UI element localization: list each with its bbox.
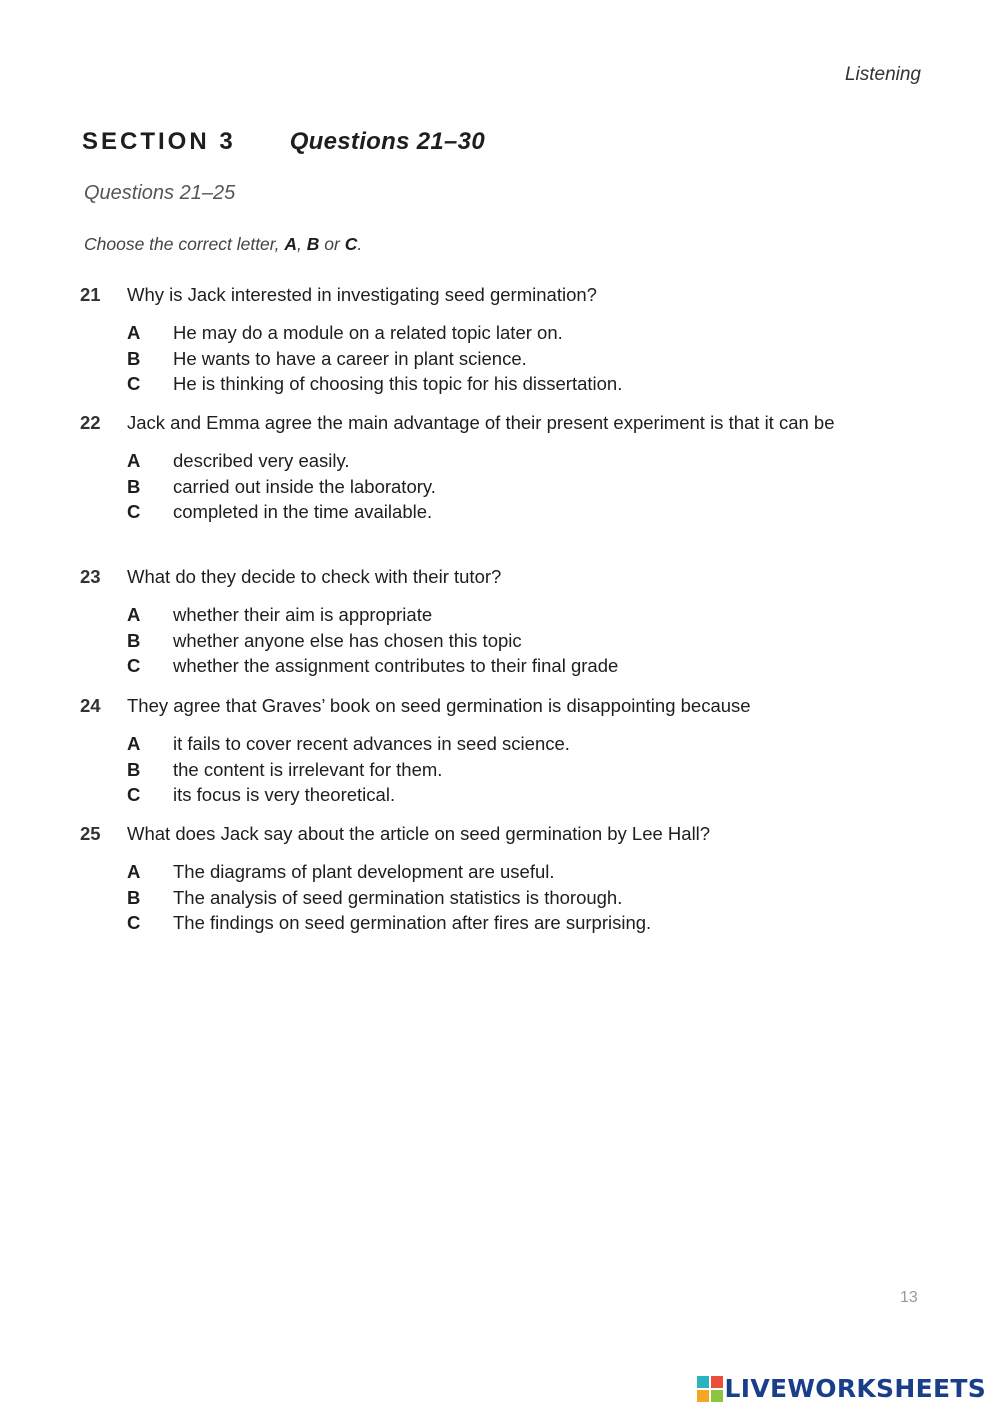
answer-option-a[interactable] bbox=[127, 859, 900, 885]
page-number: 13 bbox=[900, 1289, 918, 1306]
questions-subheading: Questions 21–25 bbox=[84, 182, 236, 204]
question-22 bbox=[80, 410, 900, 525]
instructions-end: . bbox=[357, 234, 363, 254]
question-25 bbox=[80, 821, 900, 936]
option-text: whether the assignment contributes to their final grade bbox=[173, 655, 619, 676]
option-letter: C bbox=[127, 784, 141, 805]
option-text: The diagrams of plant development are useful. bbox=[173, 861, 555, 882]
question-stem: What does Jack say about the article on seed germination by Lee Hall? bbox=[127, 823, 711, 844]
question-stem: Why is Jack interested in investigating seed germination? bbox=[127, 284, 597, 305]
answer-option-b[interactable] bbox=[127, 885, 900, 911]
option-text: completed in the time available. bbox=[173, 501, 433, 522]
option-letter: A bbox=[127, 450, 141, 471]
answer-option-a[interactable] bbox=[127, 448, 900, 474]
option-text: carried out inside the laboratory. bbox=[173, 475, 436, 497]
option-letter: B bbox=[127, 758, 141, 780]
option-text: He is thinking of choosing this topic for his dissertation. bbox=[173, 373, 623, 394]
option-text: whether anyone else has chosen this topic bbox=[173, 629, 522, 651]
answer-options bbox=[80, 602, 900, 679]
option-text: He wants to have a career in plant science. bbox=[173, 347, 527, 369]
section-question-range: Questions 21–30 bbox=[289, 128, 485, 155]
option-text: The findings on seed germination after fires are surprising. bbox=[173, 912, 652, 933]
answer-options bbox=[80, 448, 900, 525]
section-title bbox=[82, 128, 485, 156]
question-number: 24 bbox=[80, 695, 101, 716]
question-number: 23 bbox=[80, 566, 101, 587]
option-text: the content is irrelevant for them. bbox=[173, 758, 443, 780]
instructions-text: Choose the correct letter, bbox=[84, 234, 285, 254]
answer-option-a[interactable] bbox=[127, 320, 900, 346]
instructions-letter-b: B bbox=[306, 234, 320, 254]
question-number: 21 bbox=[80, 284, 101, 305]
answer-options bbox=[80, 859, 900, 936]
option-letter: A bbox=[127, 322, 141, 343]
logo-tile-1 bbox=[697, 1376, 709, 1388]
answer-option-b[interactable] bbox=[127, 474, 900, 500]
logo-tile-4 bbox=[711, 1390, 723, 1402]
logo-tile-2 bbox=[711, 1376, 723, 1388]
question-23 bbox=[80, 564, 900, 679]
question-stem: What do they decide to check with their tutor? bbox=[127, 566, 502, 587]
question-stem: They agree that Graves’ book on seed germination is disappointing because bbox=[127, 695, 751, 716]
option-letter: A bbox=[127, 861, 141, 882]
option-text: its focus is very theoretical. bbox=[173, 784, 396, 805]
liveworksheets-logo-icon bbox=[697, 1376, 723, 1402]
answer-options bbox=[80, 320, 900, 397]
answer-option-b[interactable] bbox=[127, 346, 900, 372]
option-text: whether their aim is appropriate bbox=[173, 604, 433, 625]
option-letter: C bbox=[127, 912, 141, 933]
question-number: 22 bbox=[80, 412, 101, 433]
question-number: 25 bbox=[80, 823, 101, 844]
question-stem: Jack and Emma agree the main advantage of their present experiment is that it can be bbox=[127, 412, 835, 433]
option-letter: B bbox=[127, 347, 141, 369]
instructions-or: or bbox=[319, 234, 345, 254]
option-text: He may do a module on a related topic later on. bbox=[173, 322, 563, 343]
header-label: Listening bbox=[844, 64, 921, 85]
answer-option-c[interactable] bbox=[127, 499, 900, 525]
answer-option-a[interactable] bbox=[127, 731, 900, 757]
option-text: described very easily. bbox=[173, 450, 350, 471]
answer-option-c[interactable] bbox=[127, 371, 900, 397]
option-letter: B bbox=[127, 475, 141, 497]
answer-option-c[interactable] bbox=[127, 653, 900, 679]
option-letter: C bbox=[127, 501, 141, 522]
answer-option-a[interactable] bbox=[127, 602, 900, 628]
option-letter: A bbox=[127, 604, 141, 625]
section-number: SECTION 3 bbox=[82, 128, 236, 155]
answer-option-c[interactable] bbox=[127, 910, 900, 936]
instructions-letter-a: A bbox=[284, 234, 298, 254]
answer-option-b[interactable] bbox=[127, 628, 900, 654]
option-letter: B bbox=[127, 629, 141, 651]
instructions bbox=[84, 234, 362, 255]
option-text: it fails to cover recent advances in seed science. bbox=[173, 733, 570, 754]
option-letter: B bbox=[127, 886, 141, 908]
answer-options bbox=[80, 731, 900, 808]
question-24 bbox=[80, 693, 900, 808]
question-21 bbox=[80, 282, 900, 397]
option-text: The analysis of seed germination statistics is thorough. bbox=[173, 886, 623, 908]
option-letter: A bbox=[127, 733, 141, 754]
liveworksheets-brand[interactable] bbox=[697, 1374, 986, 1403]
instructions-letter-c: C bbox=[344, 234, 358, 254]
option-letter: C bbox=[127, 373, 141, 394]
instructions-separator: , bbox=[297, 234, 307, 254]
answer-option-b[interactable] bbox=[127, 757, 900, 783]
answer-option-c[interactable] bbox=[127, 782, 900, 808]
logo-tile-3 bbox=[697, 1390, 709, 1402]
brand-text: LIVEWORKSHEETS bbox=[724, 1374, 986, 1403]
option-letter: C bbox=[127, 655, 141, 676]
